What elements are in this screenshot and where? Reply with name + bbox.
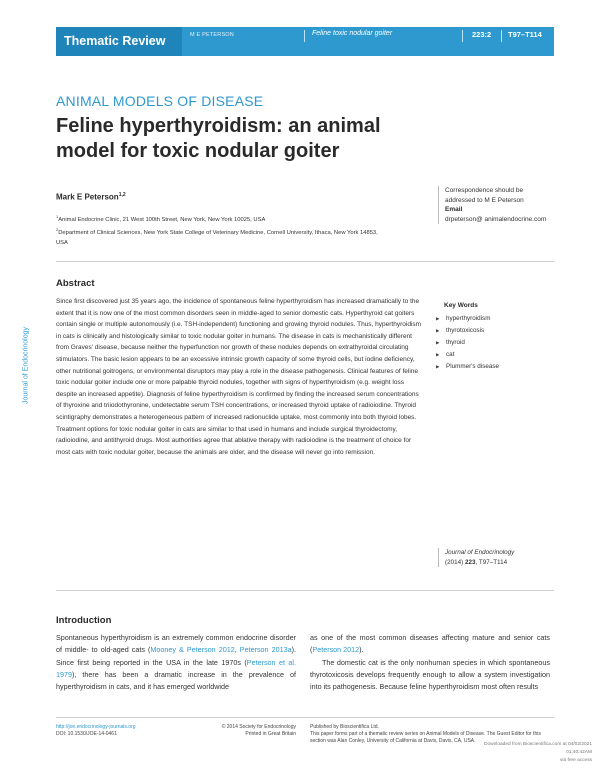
access-note: via free access <box>560 758 592 763</box>
intro-column-right: as one of the most common diseases affecting mature and senior cats (Peterson 2012). The domestic cat is the only nonhuman species in which spontaneous thyrotoxicosis develops frequently enough to allow a system investigation into its pathogenesis. Because feline hyperthyroidism most often results <box>310 632 550 693</box>
citation-link[interactable]: Mooney & Peterson 2012 <box>150 645 235 655</box>
journal-sidebar-label: Journal of Endocrinology <box>22 326 30 405</box>
affiliations <box>56 212 386 248</box>
keyword-item: ▶ Plummer's disease <box>436 361 546 373</box>
header-divider <box>304 30 305 42</box>
section-label: Thematic Review <box>64 34 166 48</box>
citation-link[interactable]: Peterson 2013a <box>239 645 292 655</box>
header-divider <box>501 30 502 42</box>
correspondence-intro: Correspondence should be addressed to M E Peterson <box>445 187 524 204</box>
journal-url[interactable]: http://joe.endocrinology-journals.org <box>56 724 136 730</box>
footer-left <box>56 724 176 738</box>
footer-middle <box>196 724 296 738</box>
correspondence-email[interactable]: drpeterson@ animalendocrine.com <box>445 215 547 223</box>
author-name: Mark E Peterson <box>56 192 119 202</box>
keyword-item: ▶ cat <box>436 349 546 361</box>
doi: DOI: 10.1530/JOE-14-0461 <box>56 731 117 737</box>
journal-sidebar <box>20 310 32 430</box>
keywords-heading: Key Words <box>444 302 478 309</box>
volume-issue: 223:2 <box>472 30 492 39</box>
correspondence-box <box>438 186 555 224</box>
keyword-item: ▶ hyperthyroidism <box>436 313 546 325</box>
email-label: Email <box>445 206 463 213</box>
keyword-item: ▶ thyrotoxicosis <box>436 325 546 337</box>
footer-rule <box>56 717 554 718</box>
keyword-item: ▶ thyroid <box>436 337 546 349</box>
introduction-heading: Introduction <box>56 615 112 626</box>
running-title: Feline toxic nodular goiter <box>312 30 393 37</box>
series-note: This paper forms part of a thematic review series on Animal Models of Disease. The Guest Editor for this section was Alan Conley, University of California at Davis, Davis, CA, USA. <box>310 731 541 744</box>
copyright: © 2014 Society for Endocrinology <box>221 724 296 730</box>
author-sup: 1,2 <box>118 192 126 198</box>
intro-column-left: Spontaneous hyperthyroidism is an extremely common endocrine disorder of middle- to old-aged cats (Mooney & Peterson 2012, Peterson 2013a). Since first being reported in the USA in the late 1970s (Peterson et al. 1979), there has been a dramatic increase in the prevalence of hyperthyroidism in cats, and it has emerged worldwide <box>56 633 296 692</box>
abstract-heading: Abstract <box>56 278 95 289</box>
printed-in: Printed in Great Britain <box>245 731 296 737</box>
author-line <box>56 192 126 202</box>
journal-citation-box: Journal of Endocrinology (2014) 223, T97–T114 <box>438 548 555 567</box>
download-date: Downloaded from Bioscientifica.com at 04/02/2021 01:40:42AM <box>484 742 592 755</box>
intro-paragraph: The domestic cat is the only nonhuman species in which spontaneous thyrotoxicosis develops frequently enough to allow a system investigation into its pathogenesis. Because feline hyperthyroidism most often results <box>310 657 550 692</box>
download-stamp <box>480 741 592 765</box>
article-title: Feline hyperthyroidism: an animal model for toxic nodular goiter <box>56 115 381 162</box>
affiliation-2: $^2$Department of Clinical Sciences, New York State College of Veterinary Medicine, Cornell University, Ithaca, New York 14853, USA <box>56 226 378 246</box>
publisher: Published by Bioscientifica Ltd. <box>310 724 379 730</box>
header-divider <box>462 30 463 42</box>
citation-link[interactable]: Peterson et al. 1979 <box>56 657 296 679</box>
divider-rule <box>56 261 554 262</box>
affiliation-1: $^1$Animal Endocrine Clinic, 21 West 100th Street, New York, New York 10025, USA <box>56 214 266 223</box>
article-category: ANIMAL MODELS OF DISEASE <box>56 93 264 109</box>
header-authors: M E PETERSON <box>190 32 234 38</box>
citation-link[interactable]: Peterson 2012 <box>312 645 360 655</box>
keywords-list <box>436 313 546 373</box>
divider-rule <box>56 590 554 591</box>
page-range: T97–T114 <box>508 30 542 39</box>
section-label-box <box>56 27 182 56</box>
journal-name: Journal of Endocrinology <box>445 549 515 556</box>
abstract-text: Since first discovered just 35 years ago, the incidence of spontaneous feline hyperthyroidism has increased dramatically to the extent that it is now one of the most common disorders seen in middle-aged to senior domestic cats. Hyperthyroid cat goiters contain single or multiple autonomously (i.e. TSH-independent) functioning and growing thyroid nodules. Thus, hyperthyroidism in cats is clinically and histologically similar to toxic nodular goiter in humans. The disease in cats is mechanistically different from Graves' disease, because neither the hyperfunction nor growth of these nodules depends on extrathyroidal circulating stimulators. The basic lesion appears to be an excessive intrinsic growth capacity of some thyroid cells, but iodine deficiency, other nutritional goitrogens, or environmental disruptors may play a role in the disease pathogenesis. Clinical features of feline toxic nodular goiter include one or more palpable thyroid nodules, together with signs of hyperthyroidism (e.g. weight loss despite an increased appetite). Diagnosis of feline hyperthyroidism is confirmed by finding the increased serum concentrations of thyroxine and triiodothyronine, undetectable serum TSH concentrations, or increased thyroid uptake of radioiodine. Thyroid scintigraphy demonstrates a heterogeneous pattern of increased radionuclide uptake, most commonly into both thyroid lobes. Treatment options for toxic nodular goiter in cats are similar to that used in humans and include surgical thyroidectomy, radioiodine, and antithyroid drugs. Most authorities agree that ablative therapy with radioiodine is the treatment of choice for most cats with toxic nodular goiter, because the animals are older, and the disease will never go into remission. <box>56 298 422 456</box>
header-band <box>56 27 554 56</box>
